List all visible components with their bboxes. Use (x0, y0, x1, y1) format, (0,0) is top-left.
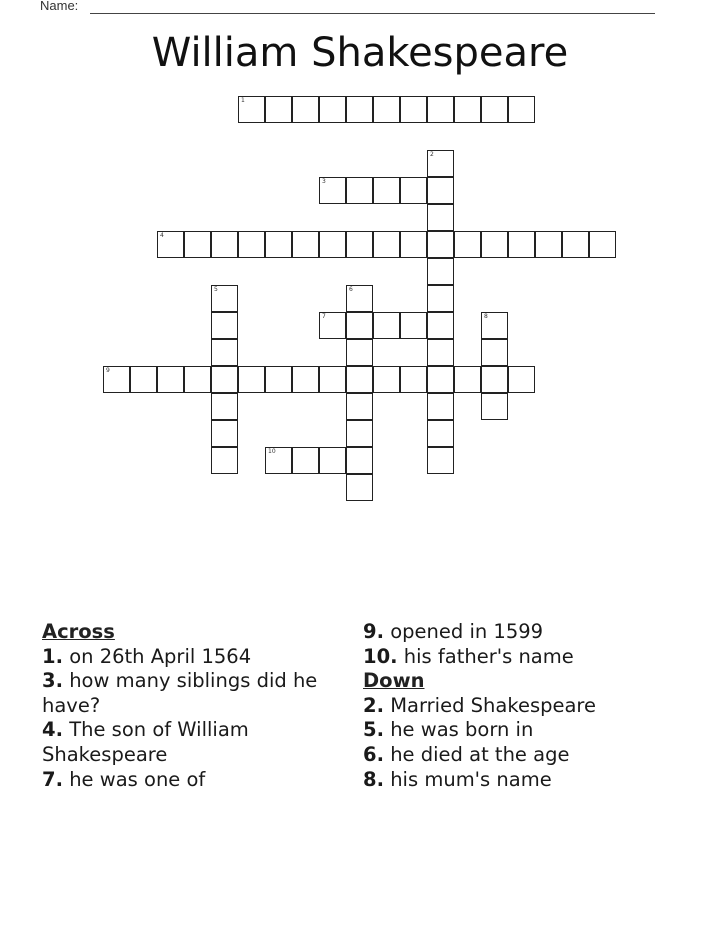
grid-cell[interactable] (292, 96, 319, 123)
grid-cell[interactable] (292, 447, 319, 474)
cell-number: 9 (106, 367, 110, 374)
down-clue: 8. his mum's name (363, 767, 552, 791)
grid-cell[interactable] (454, 366, 481, 393)
grid-cell[interactable] (319, 177, 346, 204)
down-clue: 6. he died at the age (363, 742, 570, 766)
grid-cell[interactable] (427, 150, 454, 177)
cell-number: 1 (241, 97, 245, 104)
grid-cell[interactable] (346, 312, 373, 339)
clue-number: 4 (42, 718, 56, 742)
name-label: Name: (40, 0, 79, 13)
across-heading: Across (42, 620, 115, 643)
clue-text: Married Shakespeare (390, 693, 597, 717)
grid-cell[interactable] (238, 96, 265, 123)
grid-cell[interactable] (373, 96, 400, 123)
grid-cell[interactable] (319, 231, 346, 258)
grid-cell[interactable] (292, 231, 319, 258)
cell-number: 4 (160, 232, 164, 239)
grid-cell[interactable] (481, 393, 508, 420)
across-clue: 4. The son of William Shakespeare (42, 718, 249, 766)
cell-number: 3 (322, 178, 326, 185)
grid-cell[interactable] (292, 366, 319, 393)
grid-cell[interactable] (373, 177, 400, 204)
grid-cell[interactable] (346, 420, 373, 447)
grid-cell[interactable] (184, 366, 211, 393)
down-clue: 2. Married Shakespeare (363, 693, 597, 717)
grid-cell[interactable] (211, 231, 238, 258)
grid-cell[interactable] (400, 231, 427, 258)
grid-cell[interactable] (211, 312, 238, 339)
grid-cell[interactable] (400, 177, 427, 204)
grid-cell[interactable] (346, 231, 373, 258)
grid-cell[interactable] (346, 447, 373, 474)
grid-cell[interactable] (427, 258, 454, 285)
clue-number: 9 (363, 620, 377, 643)
clue-text: his mum's name (390, 767, 552, 791)
grid-cell[interactable] (157, 231, 184, 258)
grid-cell[interactable] (130, 366, 157, 393)
grid-cell[interactable] (400, 312, 427, 339)
clue-number: 6 (363, 742, 377, 766)
grid-cell[interactable] (346, 474, 373, 501)
grid-cell[interactable] (211, 393, 238, 420)
clue-text: he was born in (390, 718, 534, 742)
grid-cell[interactable] (481, 366, 508, 393)
across-clue: 1. on 26th April 1564 (42, 644, 252, 668)
grid-cell[interactable] (427, 96, 454, 123)
cell-number: 2 (430, 151, 434, 158)
grid-cell[interactable] (319, 96, 346, 123)
clue-number: 8 (363, 767, 377, 791)
grid-cell[interactable] (562, 231, 589, 258)
grid-cell[interactable] (373, 312, 400, 339)
grid-cell[interactable] (427, 177, 454, 204)
grid-cell[interactable] (211, 447, 238, 474)
grid-cell[interactable] (427, 204, 454, 231)
clue-number: 10 (363, 644, 391, 668)
grid-cell[interactable] (265, 447, 292, 474)
clues-right-column (363, 620, 703, 792)
grid-cell[interactable] (346, 285, 373, 312)
grid-cell[interactable] (211, 339, 238, 366)
grid-cell[interactable] (265, 96, 292, 123)
cell-number: 8 (484, 313, 488, 320)
grid-cell[interactable] (427, 366, 454, 393)
cell-number: 5 (214, 286, 218, 293)
grid-cell[interactable] (454, 231, 481, 258)
grid-cell[interactable] (319, 366, 346, 393)
grid-cell[interactable] (589, 231, 616, 258)
grid-cell[interactable] (427, 339, 454, 366)
grid-cell[interactable] (427, 285, 454, 312)
grid-cell[interactable] (346, 366, 373, 393)
grid-cell[interactable] (427, 447, 454, 474)
grid-cell[interactable] (373, 231, 400, 258)
grid-cell[interactable] (400, 96, 427, 123)
grid-cell[interactable] (481, 231, 508, 258)
clue-text: his father's name (403, 644, 574, 668)
grid-cell[interactable] (319, 447, 346, 474)
grid-cell[interactable] (427, 312, 454, 339)
grid-cell[interactable] (481, 96, 508, 123)
cell-number: 6 (349, 286, 353, 293)
grid-cell[interactable] (346, 96, 373, 123)
grid-cell[interactable] (211, 366, 238, 393)
down-clue: 5. he was born in (363, 718, 534, 742)
grid-cell[interactable] (319, 312, 346, 339)
grid-cell[interactable] (238, 366, 265, 393)
clue-number: 2 (363, 693, 377, 717)
clue-text: how many siblings did he have? (42, 669, 318, 717)
name-line[interactable] (90, 13, 655, 14)
clue-number: 3 (42, 669, 56, 693)
clue-text: he died at the age (390, 742, 570, 766)
grid-cell[interactable] (481, 312, 508, 339)
grid-cell[interactable] (454, 96, 481, 123)
clue-number: 7 (42, 767, 56, 791)
grid-cell[interactable] (346, 177, 373, 204)
grid-cell[interactable] (238, 231, 265, 258)
grid-cell[interactable] (508, 96, 535, 123)
grid-cell[interactable] (157, 366, 184, 393)
puzzle-title: William Shakespeare (151, 30, 569, 76)
grid-cell[interactable] (427, 420, 454, 447)
grid-cell[interactable] (184, 231, 211, 258)
grid-cell[interactable] (508, 231, 535, 258)
down-heading: Down (363, 669, 425, 693)
grid-cell[interactable] (211, 285, 238, 312)
grid-cell[interactable] (400, 366, 427, 393)
grid-cell[interactable] (373, 366, 400, 393)
across-clue: 10. his father's name (363, 644, 574, 668)
grid-cell[interactable] (481, 339, 508, 366)
clue-number: 1 (42, 644, 56, 668)
grid-cell[interactable] (103, 366, 130, 393)
grid-cell[interactable] (427, 393, 454, 420)
grid-cell[interactable] (535, 231, 562, 258)
across-clue: 9. opened in 1599 (363, 620, 544, 643)
grid-cell[interactable] (346, 393, 373, 420)
cell-number: 7 (322, 313, 326, 320)
grid-cell[interactable] (265, 231, 292, 258)
clue-text: he was one of (69, 767, 206, 791)
clue-number: 5 (363, 718, 377, 742)
clue-text: opened in 1599 (390, 620, 544, 643)
grid-cell[interactable] (265, 366, 292, 393)
grid-cell[interactable] (211, 420, 238, 447)
clue-text: on 26th April 1564 (69, 644, 252, 668)
cell-number: 10 (268, 448, 276, 455)
grid-cell[interactable] (427, 231, 454, 258)
name-row (40, 0, 655, 16)
across-clue: 3. how many siblings did he have? (42, 669, 318, 717)
across-clue: 7. he was one of (42, 767, 206, 791)
grid-cell[interactable] (346, 339, 373, 366)
clue-text: The son of William Shakespeare (42, 718, 249, 766)
clues-left-column (42, 620, 342, 792)
grid-cell[interactable] (508, 366, 535, 393)
